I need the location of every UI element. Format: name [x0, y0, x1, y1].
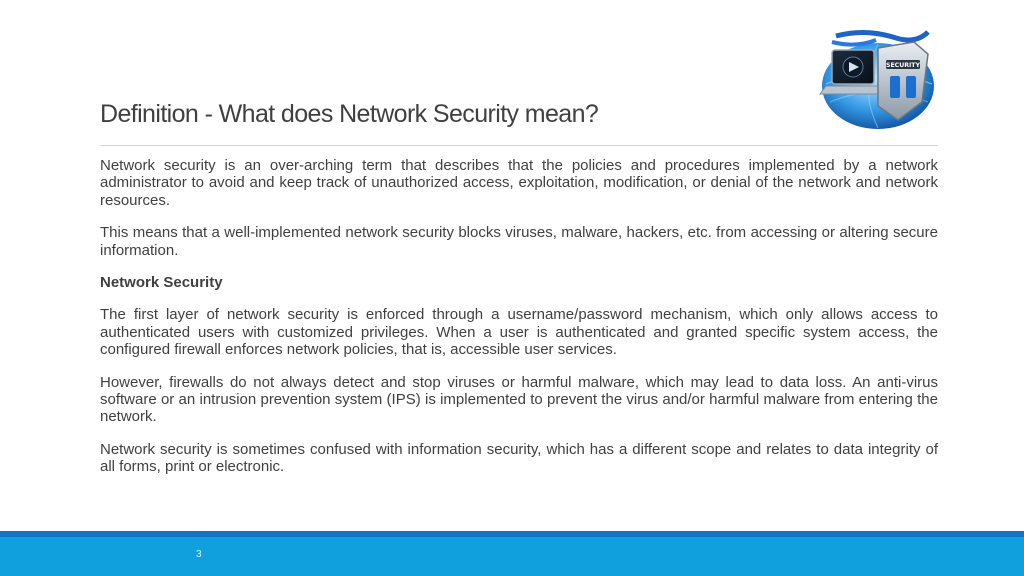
- paragraph-confusion: Network security is sometimes confused with information security, which has a different scope and relates to data integrity of all forms, print or electronic.: [100, 440, 938, 476]
- paragraph-first-layer: The first layer of network security is enforced through a username/password mechanism, which only allows access to authenticated users with customized privileges. When a user is authenticated and granted specific system access, the configured firewall enforces network policies, that is, accessible user services.: [100, 306, 938, 359]
- slide-number: 3: [196, 549, 202, 560]
- shield-label: SECURITY: [885, 62, 921, 69]
- slide-title: Definition - What does Network Security mean?: [100, 100, 599, 128]
- title-divider: [100, 145, 938, 146]
- subheading-network-security: Network Security: [100, 274, 223, 292]
- footer-band: [0, 537, 1024, 576]
- security-shield-laptop-icon: [816, 22, 938, 132]
- paragraph-definition: Network security is an over-arching term that describes that the policies and procedures implemented by a network administrator to avoid and keep track of unauthorized access, exploitation, modification, or denial of the network and network resources.: [100, 157, 938, 209]
- paragraph-firewalls: However, firewalls do not always detect and stop viruses or harmful malware, which may lead to data loss. An anti-virus software or an intrusion prevention system (IPS) is implemented to prevent the virus and/or harmful malware from entering the network.: [100, 373, 938, 426]
- paragraph-meaning: This means that a well-implemented network security blocks viruses, malware, hackers, etc. from accessing or altering secure information.: [100, 224, 938, 259]
- slide-body: [100, 157, 938, 491]
